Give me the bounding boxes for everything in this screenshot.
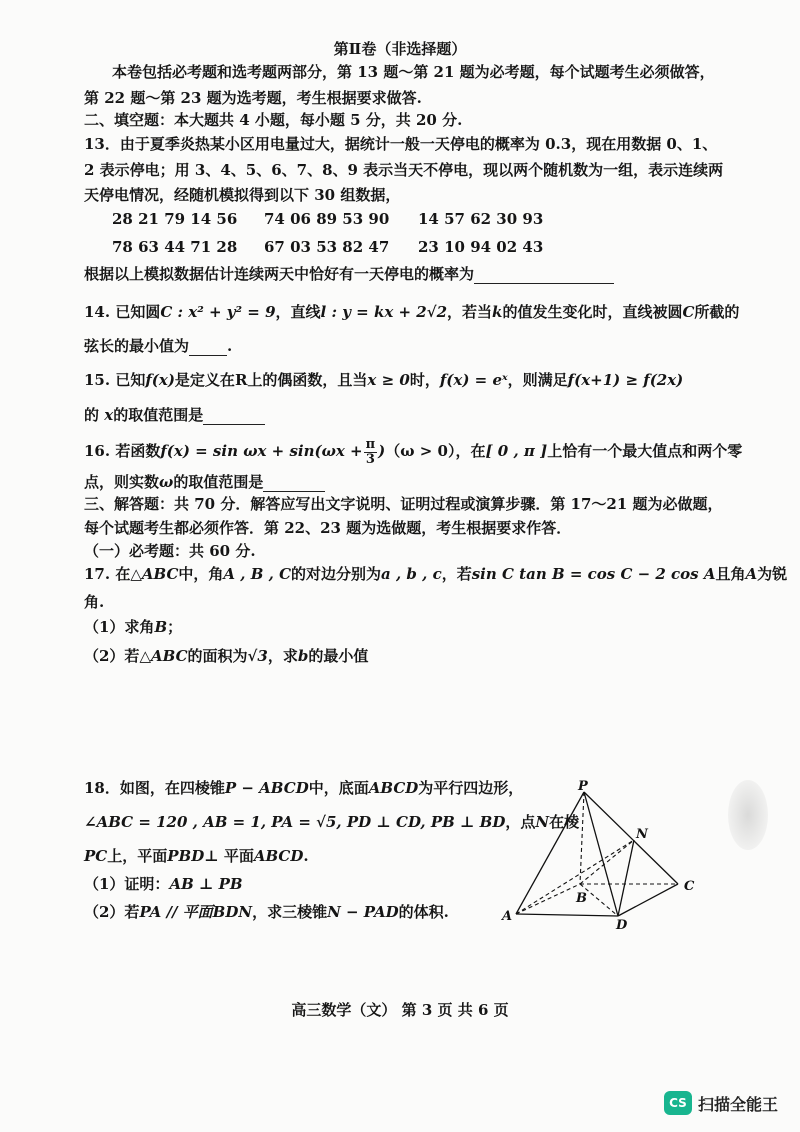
pyramid-figure (500, 780, 710, 930)
q13-line-3: 天停电情况，经随机模拟得到以下 30 组数据， (84, 186, 401, 204)
edge-PC (584, 792, 678, 884)
answer-blank[interactable] (474, 267, 614, 284)
circle-equation: C : x² + y² = 9 (160, 303, 276, 321)
edge-PB (580, 792, 584, 884)
equation: AB ⊥ PB (169, 875, 243, 893)
q15-text: 15. 已知 (84, 371, 146, 389)
tetrahedron: N − PAD (327, 903, 399, 921)
data-group: 74 06 89 53 90 (264, 210, 390, 228)
var-b: b (297, 647, 309, 665)
q14-line-2: 弦长的最小值为 . (84, 337, 233, 355)
q17-line-1 (84, 564, 787, 584)
q14-text: 所截的 (694, 303, 740, 321)
q18-text: 上，平面 (107, 847, 168, 865)
q18-text: 的体积. (398, 903, 449, 921)
fraction-num: π (365, 436, 376, 452)
edge-AN (516, 840, 634, 914)
condition: x ≥ 0 (367, 371, 410, 389)
edge-PD (584, 792, 618, 916)
q16-text: 的取值范围是 (173, 473, 264, 491)
q17-text: ，求 (267, 647, 298, 665)
var-k: k (492, 303, 503, 321)
q18-text: . (303, 847, 309, 865)
real-set: R (234, 371, 248, 389)
condition: （ω > 0） (385, 442, 456, 460)
q17-text: 的面积为 (187, 647, 248, 665)
q14-text: ，直线 (275, 303, 321, 321)
answer-blank[interactable] (189, 339, 227, 356)
q17-text: 为锐 (757, 565, 788, 583)
q13-line-1: 13．由于夏季炎热某小区用电量过大，据统计一般一天停电的概率为 0.3，现在用数据 0、1、 (84, 135, 718, 153)
equation: sin C tan B = cos C − 2 cos A (471, 565, 716, 583)
edge-AB (516, 884, 580, 914)
q17-text: （2）若 (84, 647, 140, 665)
q15-text: ，则满足 (507, 371, 568, 389)
q15-text: 是定义在 (174, 371, 235, 389)
answer-blank[interactable] (203, 408, 265, 425)
q18-line-1 (84, 778, 523, 798)
data-group: 28 21 79 14 56 (112, 210, 238, 228)
area-value: √3 (247, 647, 268, 665)
q17-part-1 (84, 617, 182, 637)
section3-sub: （一）必考题：共 60 分. (84, 542, 256, 560)
camscanner-logo-icon: CS (664, 1091, 692, 1115)
answer-blank[interactable] (263, 475, 325, 492)
data-group: 67 03 53 82 47 (264, 238, 390, 256)
scan-smudge (728, 780, 768, 850)
q17-text: 且角 (715, 565, 746, 583)
q15-line-2: 的 x的取值范围是 (84, 405, 265, 425)
q13-question (84, 264, 614, 284)
edge-PC: PC (84, 847, 108, 865)
q17-text: 中，角 (178, 565, 224, 583)
page-footer: 高三数学（文） 第 3 页 共 6 页 (291, 1001, 509, 1019)
function-close: ) (378, 442, 386, 460)
q14-text: 弦长的最小值为 (84, 337, 190, 355)
line-equation: l : y = kx + 2√2 (320, 303, 448, 321)
intro-line-2: 第 22 题～第 23 题为选考题，考生根据要求做答. (84, 89, 422, 107)
data-group: 23 10 94 02 43 (418, 238, 544, 256)
pyramid: P − ABCD (224, 779, 309, 797)
q16-text: 16. 若函数 (84, 442, 161, 460)
q16-line-1 (84, 436, 742, 467)
data-group: 14 57 62 30 93 (418, 210, 544, 228)
label-C: C (684, 879, 695, 894)
q18-text: （2）若 (84, 903, 140, 921)
label-A: A (502, 909, 513, 924)
label-N: N (636, 827, 648, 842)
scanner-watermark (664, 1091, 778, 1115)
q18-text: ，点 (505, 813, 536, 831)
var-N: N (535, 813, 550, 831)
q14-text: ，若当 (447, 303, 493, 321)
q13-question-text: 根据以上模拟数据估计连续两天中恰好有一天停电的概率为 (84, 265, 475, 283)
q18-text: 中，底面 (308, 779, 369, 797)
section2-title: 二、填空题：本大题共 4 小题，每小题 5 分，共 20 分. (84, 111, 463, 129)
sides: a , b , c (381, 565, 442, 583)
watermark-text: 扫描全能王 (698, 1094, 779, 1114)
edge-PA (516, 792, 584, 914)
var-x: x (104, 406, 114, 424)
fraction-pi-3 (364, 438, 378, 467)
q18-text: ⊥ 平面 (204, 847, 254, 865)
q14-text: 的值发生变化时，直线被圆 (502, 303, 683, 321)
section3-line-1: 三、解答题：共 70 分．解答应写出文字说明、证明过程或演算步骤．第 17～21 题为必做题， (84, 495, 723, 513)
edge-AD (516, 914, 618, 916)
data-group: 78 63 44 71 28 (112, 238, 238, 256)
q18-text: 在棱 (549, 813, 580, 831)
inequality: f(x+1) ≥ f(2x) (567, 371, 684, 389)
q15-line-1 (84, 370, 683, 390)
q18-part-1 (84, 874, 243, 894)
label-D: D (616, 918, 628, 930)
plane-PBD: PBD (167, 847, 205, 865)
q15-text: 上的偶函数，且当 (247, 371, 368, 389)
q17-text: （1）求角 (84, 618, 155, 636)
section3-line-2: 每个试题考生都必须作答．第 22、23 题为选做题，考生根据要求作答． (84, 519, 572, 537)
q17-line-2: 角. (84, 593, 105, 611)
definition: f(x) = eˣ (439, 371, 508, 389)
var-B: B (154, 618, 168, 636)
fx: f(x) (145, 371, 175, 389)
q16-text: 上恰有一个最大值点和两个零 (547, 442, 743, 460)
q17-text: ； (167, 618, 183, 636)
q15-text: 时， (409, 371, 440, 389)
base: ABCD (368, 779, 419, 797)
plane-ABCD: ABCD (253, 847, 304, 865)
fraction-den: 3 (365, 451, 375, 467)
q15-text: 的取值范围是 (113, 406, 204, 424)
q17-text: 的对边分别为 (291, 565, 382, 583)
q18-text: 为平行四边形， (418, 779, 524, 797)
q18-part-2 (84, 902, 449, 922)
triangle: △ABC (139, 647, 188, 665)
condition: PA // 平面BDN (139, 903, 253, 921)
q18-line-3 (84, 846, 309, 866)
q13-line-2: 2 表示停电；用 3、4、5、6、7、8、9 表示当天不停电，现以两个随机数为一组，表示连续两 (84, 161, 724, 179)
q16-line-2 (84, 472, 325, 492)
q16-text: 点，则实数 (84, 473, 160, 491)
triangle: △ABC (130, 565, 179, 583)
var-A: A (745, 565, 758, 583)
q17-text: 17. 在 (84, 565, 131, 583)
q14-text: 14. 已知圆 (84, 303, 161, 321)
q17-part-2 (84, 646, 368, 666)
angles: A , B , C (223, 565, 292, 583)
q14-line-1 (84, 302, 739, 322)
q17-text: 的最小值 (308, 647, 369, 665)
conditions: ∠ABC = 120 , AB = 1, PA = √5, PD ⊥ CD, PB ⊥ BD (84, 813, 506, 831)
q18-text: ，求三棱锥 (252, 903, 328, 921)
q16-text: ，在 (455, 442, 486, 460)
q18-text: （1）证明： (84, 875, 170, 893)
var-C: C (682, 303, 695, 321)
label-P: P (578, 780, 588, 794)
edge-DC (618, 884, 678, 916)
interval: [ 0 , π ] (485, 442, 548, 460)
q18-text: 18．如图，在四棱锥 (84, 779, 225, 797)
q17-text: ，若 (441, 565, 472, 583)
label-B: B (576, 891, 587, 906)
intro-line-1: 本卷包括必考题和选考题两部分，第 13 题～第 21 题为必考题，每个试题考生必须做答， (112, 63, 715, 81)
function: f(x) = sin ωx + sin(ωx + (160, 442, 363, 460)
var-omega: ω (159, 473, 174, 491)
section-header: 第Ⅱ卷（非选择题） (333, 40, 467, 58)
